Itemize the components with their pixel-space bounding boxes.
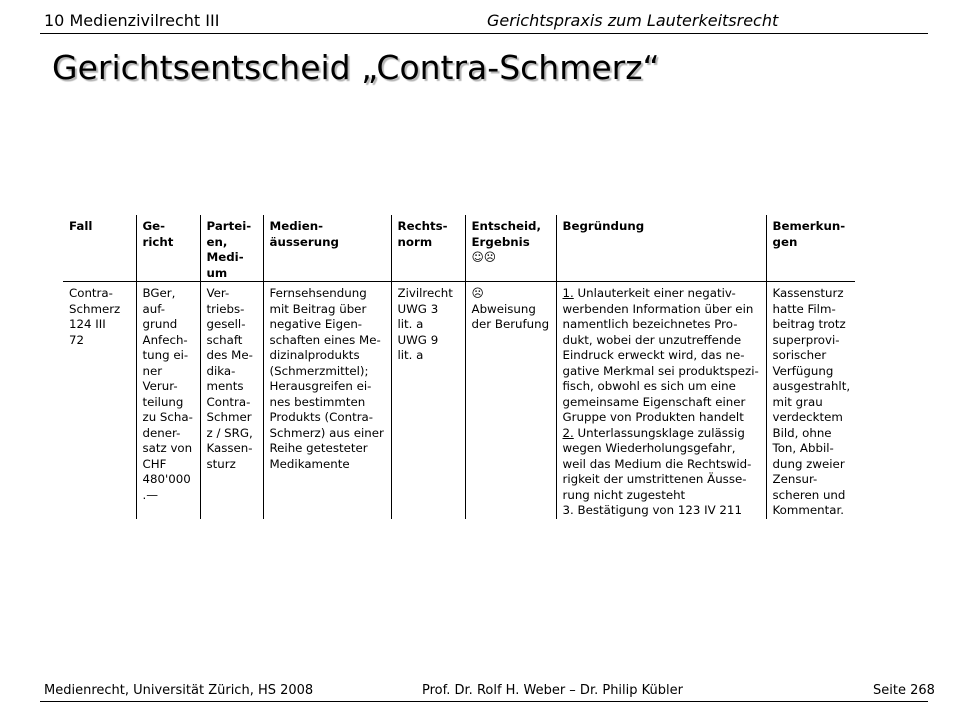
begruendung-item-3: 3. Bestätigung von 123 IV 211	[562, 503, 742, 517]
slide-title: Gerichtsentscheid „Contra-Schmerz“	[52, 48, 660, 87]
column-header-medienaeusserung: Medien- äusserung	[263, 215, 391, 282]
case-table	[63, 215, 855, 519]
column-header-parteien: Partei- en, Medi- um	[200, 215, 263, 282]
cell-begruendung	[556, 282, 766, 519]
header-chapter: 10 Medienzivilrecht III	[44, 11, 220, 30]
footer-course: Medienrecht, Universität Zürich, HS 2008	[44, 683, 314, 698]
footer-authors: Prof. Dr. Rolf H. Weber – Dr. Philip Kübler	[422, 683, 683, 698]
column-header-bemerkungen: Bemerkun- gen	[766, 215, 855, 282]
entscheid-text: Abweisung der Berufung	[471, 301, 550, 331]
cell-bemerkungen: Kassensturz hatte Film- beitrag trotz superprovi- sorischer Verfügung ausgestrahlt, mit grau verdecktem Bild, ohne Ton, Abbil- dung zweier Zensur- scheren und Kommentar.	[766, 282, 855, 519]
begruendung-item-1-text: Unlauterkeit einer negativ- werbenden Information über ein namentlich bezeichnetes Pro- dukt, wobei der unzutreffende Eindruck erweckt wird, das ne- gative Merkmal sei produktspezi- fisch, obwohl es sich um eine gemeinsame Eigenschaft einer Gruppe von Produkten handelt	[562, 286, 759, 424]
cell-rechtsnorm: Zivilrecht UWG 3 lit. a UWG 9 lit. a	[391, 282, 465, 519]
cell-medienaeusserung: Fernsehsendung mit Beitrag über negative Eigen- schaften eines Me- dizinalprodukts (Schmerzmittel); Herausgreifen ei- nes bestimmten Produkts (Contra- Schmerz) aus einer Reihe getesteter Medikamente	[263, 282, 391, 519]
frown-icon: ☹	[471, 286, 484, 300]
cell-fall: Contra- Schmerz 124 III 72	[69, 286, 121, 347]
table-row	[63, 282, 855, 519]
column-header-begruendung: Begründung	[556, 215, 766, 282]
cell-parteien: Ver- triebs- gesell- schaft des Me- dika- ments Contra- Schmer z / SRG, Kassen- sturz	[200, 282, 263, 519]
begruendung-item-2-text: Unterlassungsklage zulässig wegen Wiederholungsgefahr, weil das Medium die Rechtswid- rigkeit der umstrittenen Äusse- rung nicht zugesteht	[562, 425, 752, 502]
column-header-entscheid: Entscheid, Ergebnis ☺☹	[465, 215, 556, 282]
column-header-gericht: Ge- richt	[136, 215, 200, 282]
table-header-row	[63, 215, 855, 282]
column-header-fall: Fall	[63, 215, 136, 282]
header-rule	[40, 33, 928, 34]
cell-gericht: BGer, auf- grund Anfech- tung ei- ner Verur- teilung zu Scha- dener- satz von CHF 480'000 .—	[136, 282, 200, 519]
footer-rule	[40, 701, 928, 702]
begruendung-item-1-number: 1.	[562, 286, 574, 300]
header-topic: Gerichtspraxis zum Lauterkeitsrecht	[487, 11, 779, 30]
footer-page-number: Seite 268	[873, 683, 935, 698]
cell-entscheid	[465, 282, 556, 519]
begruendung-item-2-number: 2.	[562, 425, 574, 440]
column-header-rechtsnorm: Rechts- norm	[391, 215, 465, 282]
